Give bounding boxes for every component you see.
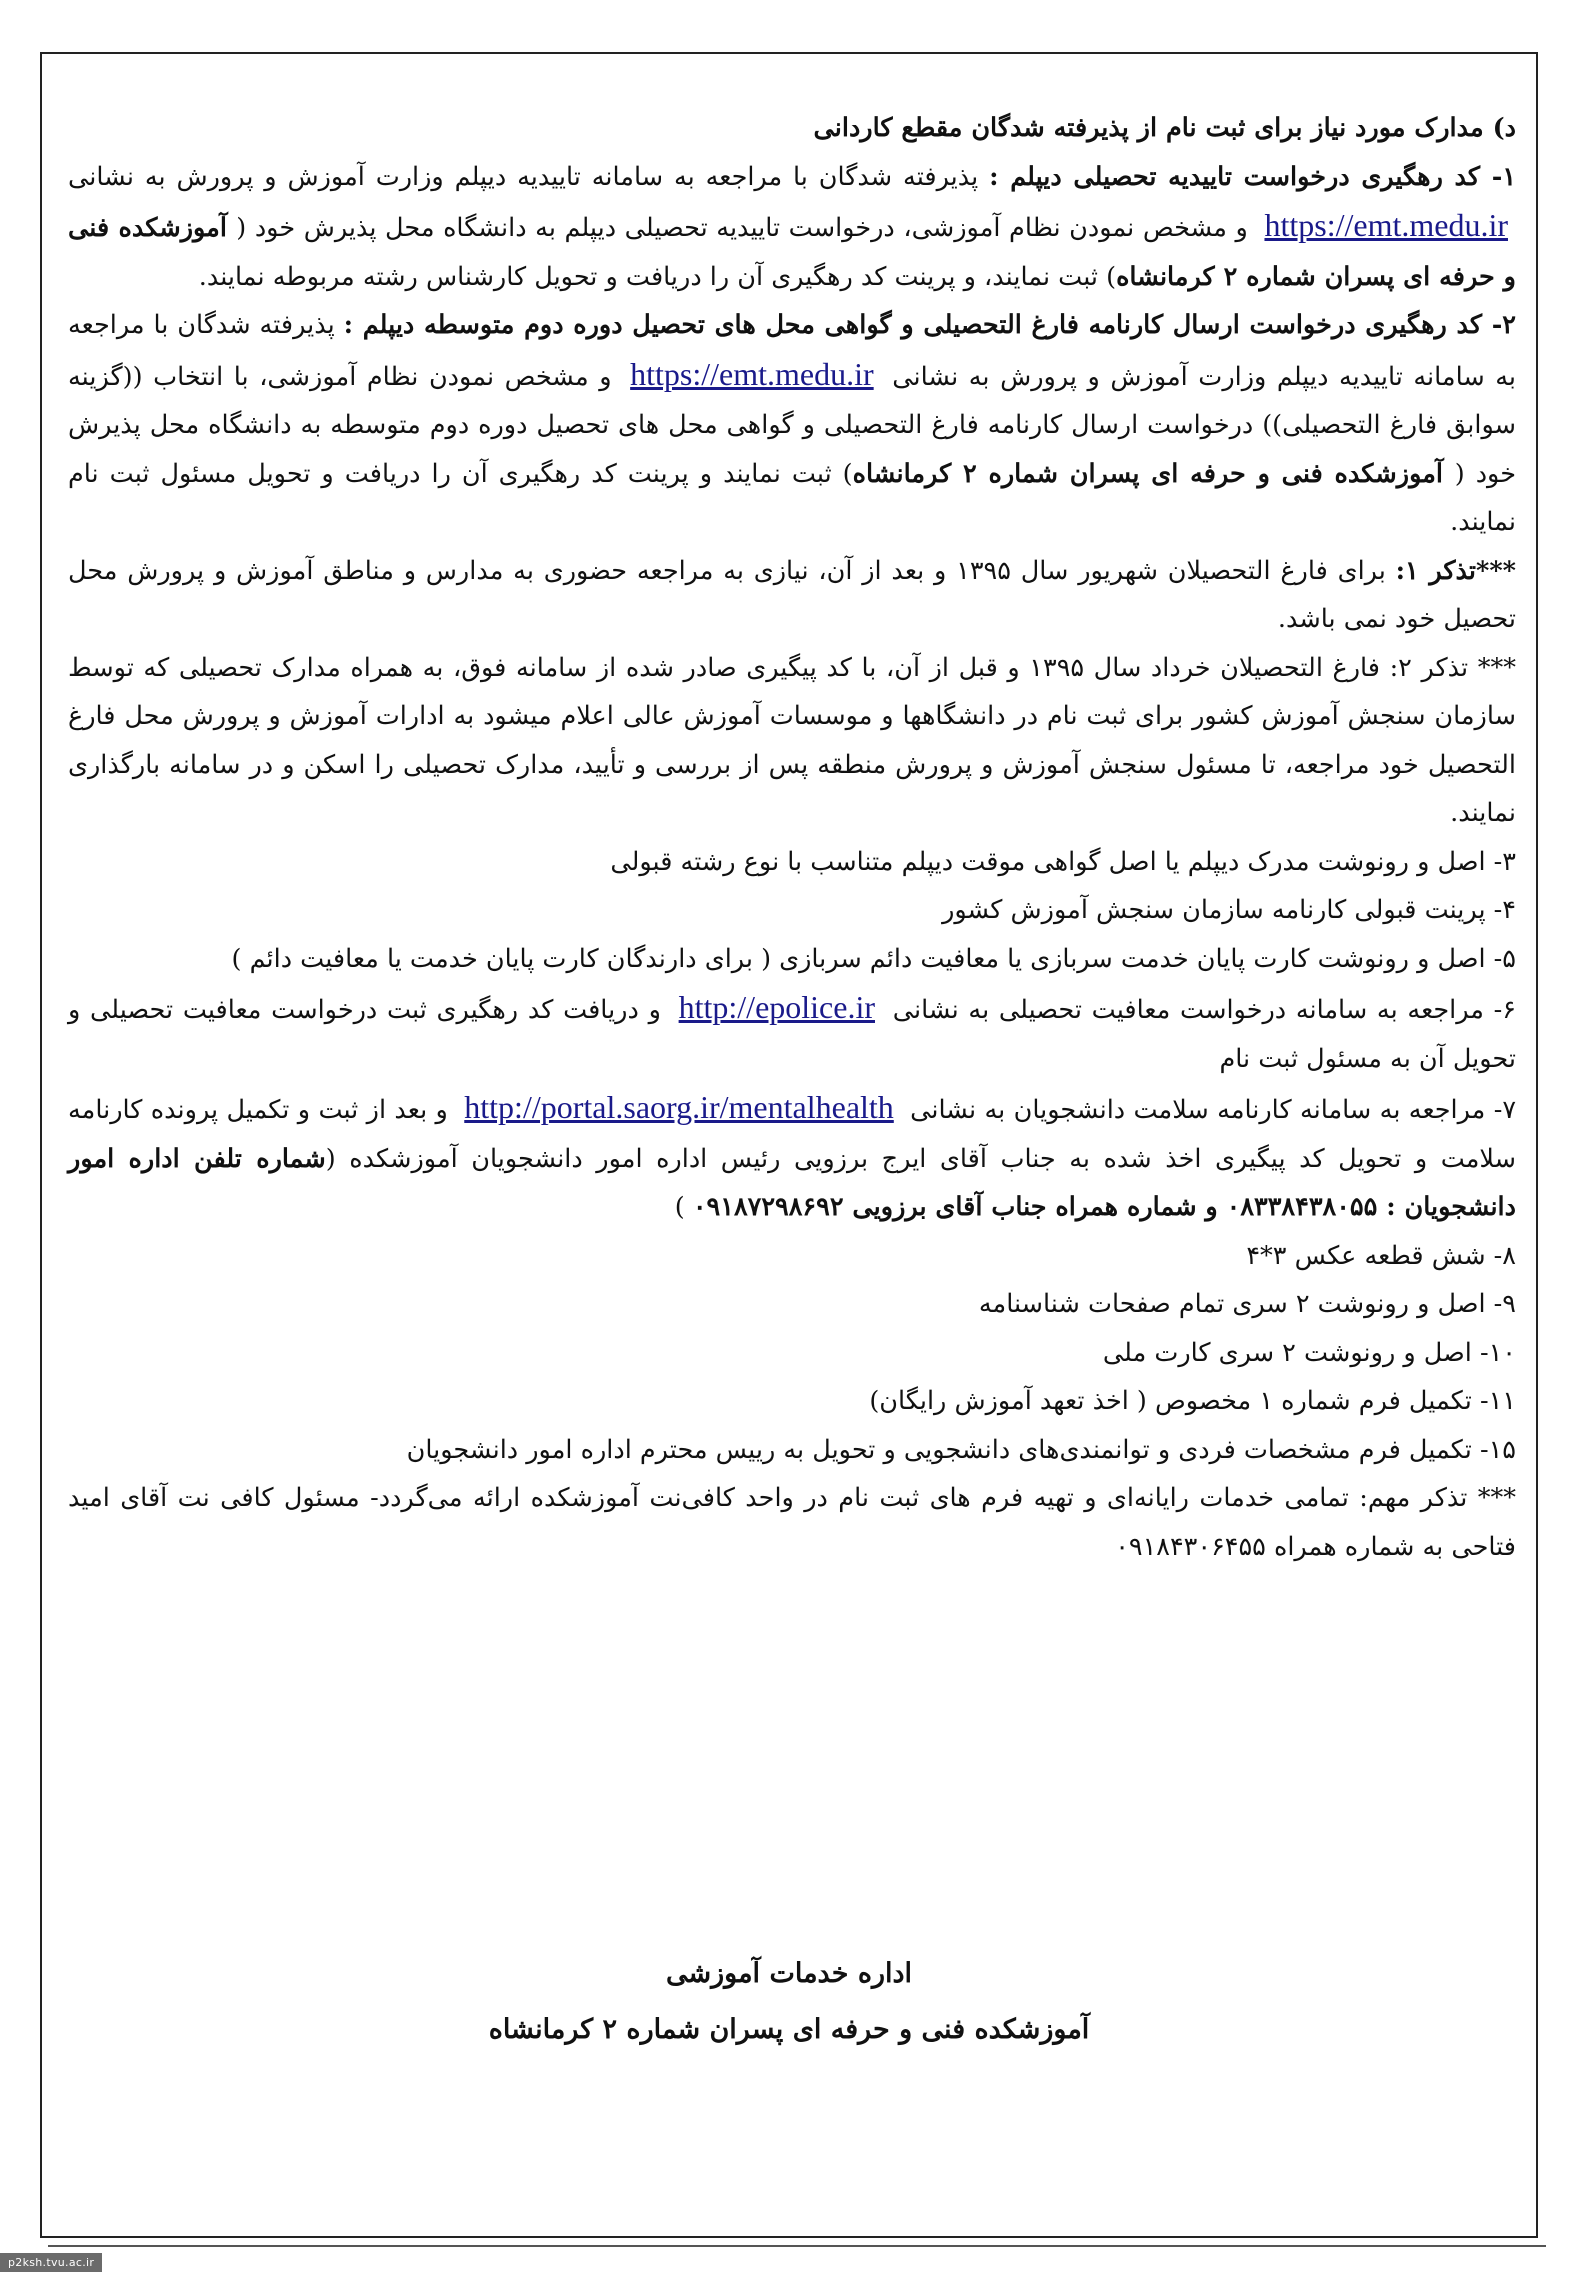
item-2-text: پذیرفته شدگان با مراجعه به سامانه تاییدیه دیپلم وزارت آموزش و پرورش به نشانی xyxy=(68,310,1517,392)
contact-phones: شماره تلفن اداره امور دانشجویان : ۰۸۳۳۸۴۳۸۰۵۵ و شماره همراه جناب آقای برزویی ۰۹۱۸۷۲۹۸۶۹۲ xyxy=(68,1143,1516,1222)
section-heading: د) مدارک مورد نیاز برای ثبت نام از پذیرفته شدگان مقطع کاردانی xyxy=(813,113,1516,143)
note-1-text: برای فارغ التحصیلان شهریور سال ۱۳۹۵ و بعد از آن، نیازی به مراجعه حضوری به مدارس و مناطق آموزش و پرورش محل تحصیل خود نمی باشد. xyxy=(68,555,1516,634)
item-10: ۱۰- اصل و رونوشت ۲ سری کارت ملی xyxy=(1102,1337,1516,1368)
emt-medu-link[interactable]: https://emt.medu.ir xyxy=(1264,207,1508,243)
item-2-text-2: و مشخص نمودن نظام آموزشی، با انتخاب ((گزینه سوابق فارغ التحصیلی)) درخواست ارسال کارنامه فارغ التحصیلی و گواهی محل های تحصیل دوره دوم متوسطه به دانشگاه محل پذیرش خود ( xyxy=(68,361,1516,489)
document-body xyxy=(68,104,1516,1571)
item-1-text-2: و مشخص نمودن نظام آموزشی، درخواست تاییدیه تحصیلی دیپلم به دانشگاه محل پذیرش خود ( xyxy=(236,213,1248,243)
item-15: ۱۵- تکمیل فرم مشخصات فردی و توانمندی‌های دانشجویی و تحویل به رییس محترم اداره امور دانشجویان xyxy=(406,1434,1516,1465)
item-1 xyxy=(68,153,1516,302)
mentalhealth-link[interactable]: http://portal.saorg.ir/mentalhealth xyxy=(464,1089,894,1125)
item-6 xyxy=(68,983,1516,1083)
note-2: *** تذکر ۲: فارغ التحصیلان خرداد سال ۱۳۹۵ و قبل از آن، با کد پیگیری صادر شده از سامانه فوق، به همراه مدارک تحصیلی که توسط سازمان سنجش آموزش کشور برای ثبت نام در دانشگاهها و موسسات آموزش عالی اعلام میشود به ادارات آموزش و پرورش محل فارغ التحصیل خود مراجعه، تا مسئول سنجش آموزش و پرورش منطقه پس از بررسی و تأیید، مدارک تحصیلی را اسکن و در سامانه بارگذاری نمایند. xyxy=(68,652,1516,828)
item-11: ۱۱- تکمیل فرم شماره ۱ مخصوص ( اخذ تعهد آموزش رایگان) xyxy=(869,1386,1516,1416)
note-3: *** تذکر مهم: تمامی خدمات رایانه‌ای و تهیه فرم های ثبت نام در واحد کافی‌نت آموزشکده ارائه می‌گردد- مسئول کافی نت آقای امید فتاحی به شماره همراه ۰۹۱۸۴۳۰۶۴۵۵ xyxy=(68,1483,1516,1562)
signature-institute: آموزشکده فنی و حرفه ای پسران شماره ۲ کرمانشاه xyxy=(488,2014,1090,2045)
institute-name: آموزشکده فنی و حرفه ای پسران شماره ۲ کرمانشاه xyxy=(68,213,1516,292)
item-7-text: ۷- مراجعه به سامانه کارنامه سلامت دانشجویان به نشانی xyxy=(910,1095,1517,1125)
item-6-text-2: و دریافت کد رهگیری ثبت درخواست معافیت تحصیلی و تحویل آن به مسئول ثبت نام xyxy=(68,995,1516,1074)
item-3: ۳- اصل و رونوشت مدرک دیپلم یا اصل گواهی موقت دیپلم متناسب با نوع رشته قبولی xyxy=(610,846,1516,877)
item-5: ۵- اصل و رونوشت کارت پایان خدمت سربازی یا معافیت دائم سربازی ( برای دارندگان کارت پایان خدمت یا معافیت دائم ) xyxy=(231,943,1516,974)
item-4: ۴- پرینت قبولی کارنامه سازمان سنجش آموزش کشور xyxy=(942,895,1516,925)
item-7 xyxy=(68,1083,1516,1232)
epolice-link[interactable]: http://epolice.ir xyxy=(678,989,875,1025)
item-9: ۹- اصل و رونوشت ۲ سری تمام صفحات شناسنامه xyxy=(978,1289,1516,1319)
item-6-text: ۶- مراجعه به سامانه درخواست معافیت تحصیلی به نشانی xyxy=(892,995,1516,1025)
note-1-label: ***تذکر ۱: xyxy=(1395,555,1517,586)
item-1-title: ۱- کد رهگیری درخواست تاییدیه تحصیلی دیپلم : xyxy=(989,161,1517,192)
emt-medu-link-2[interactable]: https://emt.medu.ir xyxy=(630,355,874,392)
item-7-text-2: و بعد از ثبت و تکمیل پرونده کارنامه سلامت و تحویل کد پیگیری اخذ شده به جناب آقای ایرج برزویی رئیس اداره امور دانشجویان آموزشکده ( xyxy=(68,1095,1517,1174)
item-2-text-3: ) ثبت نمایند و پرینت کد رهگیری آن را دریافت و تحویل مسئول ثبت نام نمایند. xyxy=(68,458,1516,537)
item-8: ۸- شش قطعه عکس ۳*۴ xyxy=(1246,1240,1516,1271)
item-2 xyxy=(68,301,1516,547)
item-1-text-3: ) ثبت نمایند، و پرینت کد رهگیری آن را دریافت و تحویل کارشناس رشته مربوطه نمایند. xyxy=(198,261,1117,292)
item-2-title: ۲- کد رهگیری درخواست ارسال کارنامه فارغ التحصیلی و گواهی محل های تحصیل دوره دوم متوسطه دیپلم : xyxy=(343,310,1516,340)
item-7-text-3: ) xyxy=(674,1192,693,1222)
institute-name-2: آموزشکده فنی و حرفه ای پسران شماره ۲ کرمانشاه xyxy=(852,458,1455,489)
note-1 xyxy=(68,547,1516,644)
site-watermark: p2ksh.tvu.ac.ir xyxy=(0,2253,102,2272)
signature-block xyxy=(40,1946,1538,2058)
item-1-text: پذیرفته شدگان با مراجعه به سامانه تاییدیه دیپلم وزارت آموزش و پرورش به نشانی xyxy=(68,161,990,192)
signature-office: اداره خدمات آموزشی xyxy=(665,1958,913,1989)
